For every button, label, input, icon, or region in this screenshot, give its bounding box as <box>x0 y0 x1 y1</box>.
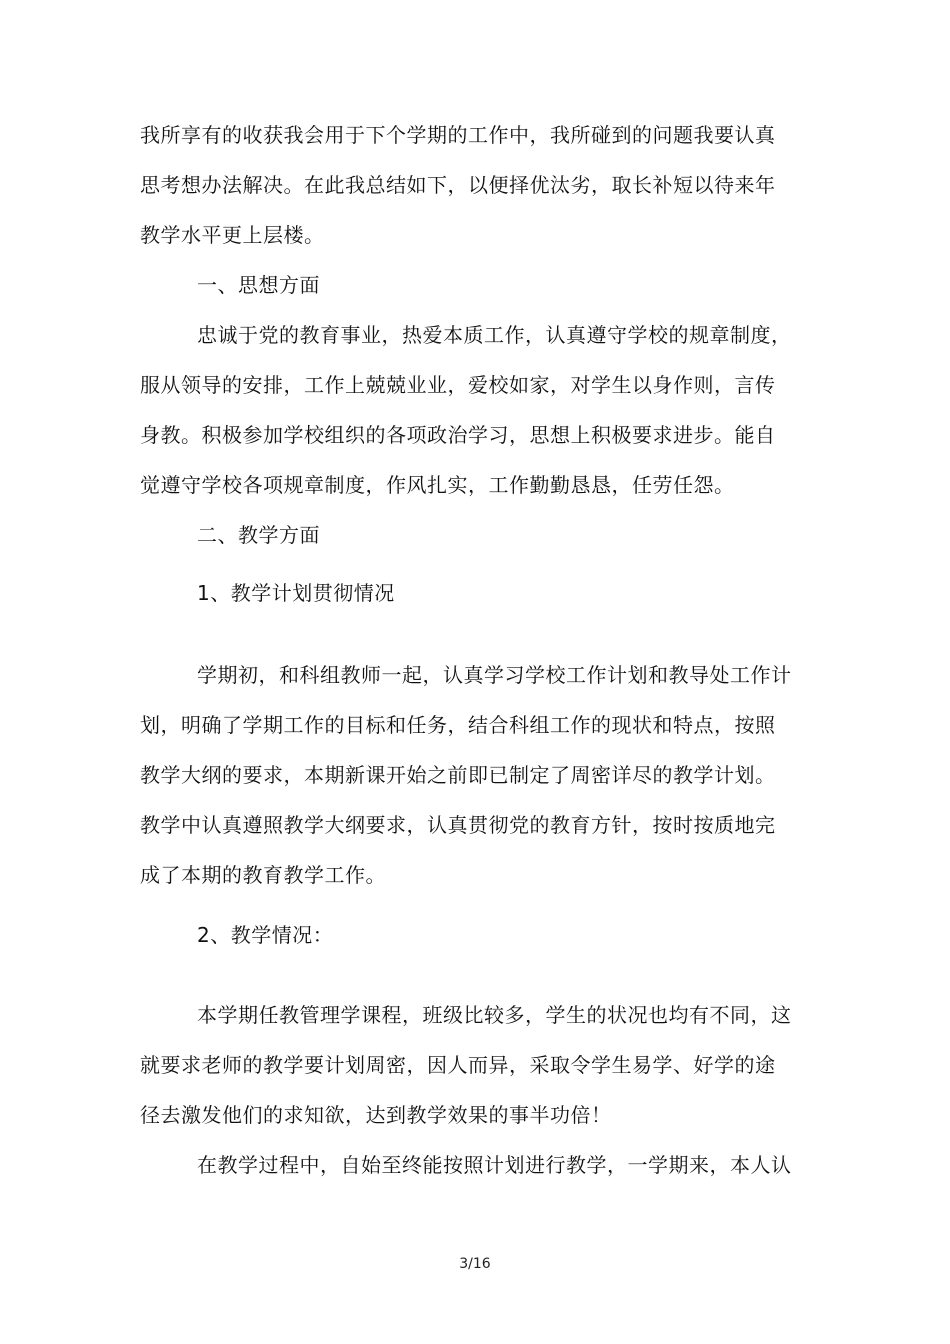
text-line: 教学水平更上层楼。 <box>140 223 325 247</box>
text-line: 身教。积极参加学校组织的各项政治学习，思想上积极要求进步。能自 <box>140 423 776 447</box>
text-line: 我所享有的收获我会用于下个学期的工作中，我所碰到的问题我要认真 <box>140 123 776 147</box>
text-line: 教学大纲的要求，本期新课开始之前即已制定了周密详尽的教学计划。 <box>140 763 776 787</box>
subsection-heading: 1、教学计划贯彻情况 <box>197 581 395 605</box>
text-line: 教学中认真遵照教学大纲要求，认真贯彻党的教育方针，按时按质地完 <box>140 813 776 837</box>
text-line: 就要求老师的教学要计划周密，因人而异，采取令学生易学、好学的途 <box>140 1053 776 1077</box>
section-heading: 二、教学方面 <box>197 523 320 547</box>
text-line: 忠诚于党的教育事业，热爱本质工作，认真遵守学校的规章制度， <box>197 323 792 347</box>
text-line: 觉遵守学校各项规章制度，作风扎实，工作勤勤恳恳，任劳任怨。 <box>140 473 735 497</box>
text-line: 本学期任教管理学课程，班级比较多，学生的状况也均有不同，这 <box>197 1003 792 1027</box>
text-line: 划，明确了学期工作的目标和任务，结合科组工作的现状和特点，按照 <box>140 713 776 737</box>
section-heading: 一、思想方面 <box>197 273 320 297</box>
subsection-heading: 2、教学情况： <box>197 923 334 947</box>
text-line: 思考想办法解决。在此我总结如下，以便择优汰劣，取长补短以待来年 <box>140 173 776 197</box>
text-line: 服从领导的安排，工作上兢兢业业，爱校如家，对学生以身作则，言传 <box>140 373 776 397</box>
text-line: 学期初，和科组教师一起，认真学习学校工作计划和教导处工作计 <box>197 663 792 687</box>
text-line: 径去激发他们的求知欲，达到教学效果的事半功倍！ <box>140 1103 612 1127</box>
page-number: 3/16 <box>459 1256 491 1272</box>
text-line: 在教学过程中，自始至终能按照计划进行教学，一学期来，本人认 <box>197 1153 792 1177</box>
text-line: 成了本期的教育教学工作。 <box>140 863 386 887</box>
